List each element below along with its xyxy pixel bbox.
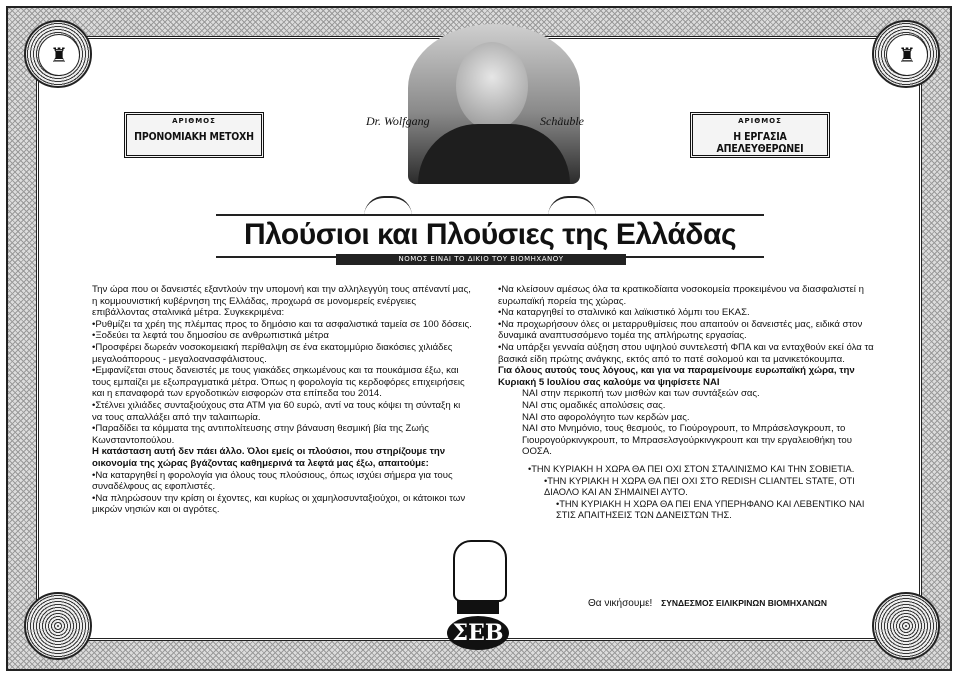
- list-item: •Να προχωρήσουν όλες οι μεταρρυθμίσεις που απαιτούν οι δανειστές μας, ειδικά στον δυναμικά αναπτυσσόμενο τομέα της απλήρωτης εργασίας.: [498, 318, 863, 342]
- badge-work-liberates: [690, 112, 830, 158]
- signature: ΣΥΝΔΕΣΜΟΣ ΕΙΛΙΚΡΙΝΩΝ ΒΙΟΜΗΧΑΝΩΝ: [661, 598, 827, 608]
- demand-intro: Η κατάσταση αυτή δεν πάει άλλο. Όλοι εμείς οι πλούσιοι, που στηρίζουμε την οικονομία της χώρας βγάζοντας καθημερινά τα λεφτά μας έξω, απαιτούμε:: [92, 446, 446, 469]
- list-item: •Να πληρώσουν την κρίση οι έχοντες, και κυρίως οι χαμηλοσυνταξιούχοι, οι κάτοικοι των μικρών νησιών και οι αγρότες.: [92, 492, 466, 516]
- fist-icon: [453, 540, 507, 602]
- list-item: •Προσφέρει δωρεάν νοσοκομειακή περίθαλψη σε ένα εκατομμύριο διακόσιες χιλιάδες μεγαλοάπορους - μεγαλοανασφάλιστους.: [92, 341, 453, 365]
- motto-ribbon: ΝΟΜΟΣ ΕΙΝΑΙ ΤΟ ΔΙΚΙΟ ΤΟΥ ΒΙΟΜΗΧΑΝΟΥ: [336, 254, 626, 265]
- person-last-name: Schäuble: [540, 114, 584, 128]
- eagle-emblem-icon: ♜: [886, 34, 928, 76]
- list-item: •Να υπάρξει γενναία αύξηση στου υψηλού συντελεστή ΦΠΑ και να ενταχθούν εκεί όλα τα βασικά είδη πρώτης ανάγκης, εκτός από το πατέ σολομού και τα μανικετόκουμπα.: [498, 341, 874, 365]
- list-item: •Ξοδεύει τα λεφτά του δημοσίου σε ανθρωπιστικά μέτρα: [92, 330, 329, 342]
- list-item: •Να καταργηθεί το σταλινικό και λαϊκιστικό λόμπι του ΕΚΑΣ.: [498, 307, 750, 319]
- right-column: [498, 284, 876, 522]
- list-item: •Παραδίδει τα κόμματα της αντιπολίτευσης στην βάναυση θεσμική βία της Ζωής Κωνσταντοπούλου.: [92, 423, 429, 446]
- caps-statement: •ΤΗΝ ΚΥΡΙΑΚΗ Η ΧΩΡΑ ΘΑ ΠΕΙ ΟΧΙ ΣΤΟΝ ΣΤΑΛΙΝΙΣΜΟ ΚΑΙ ΤΗΝ ΣΟΒΙΕΤΙΑ.: [528, 463, 855, 474]
- caps-statement: •ΤΗΝ ΚΥΡΙΑΚΗ Η ΧΩΡΑ ΘΑ ΠΕΙ ΟΧΙ ΣΤΟ REDISH CLIANTEL STATE, ΟΤΙ ΔΙΑΟΛΟ ΚΑΙ ΑΝ ΣΗΜΑΙΝΕΙ ΑΥΤΟ.: [544, 475, 855, 498]
- left-column: [92, 284, 472, 516]
- portrait-head: [456, 42, 528, 130]
- nai-item: ΝΑΙ στο Μνημόνιο, τους θεσμούς, το Γιούρογρουπ, το Μπράσελσγκρουπ, το Γιουρογούρκινγκρουπ, το Μπρασελσγούρκινγκρουπ και την εργαλειοθήκη του ΟΟΣΑ.: [522, 423, 852, 458]
- fist-logo: [443, 540, 513, 650]
- list-item: •Να καταργηθεί η φορολογία για όλους τους πλούσιους, όπως ισχύει σήμερα για τους συναδέλφους ας εφοπλιστές.: [92, 469, 453, 493]
- nai-item: ΝΑΙ στο αφορολόγητο των κερδών μας.: [522, 411, 690, 423]
- corner-rosette-top-right: [872, 20, 940, 88]
- page-title: Πλούσιοι και Πλούσιες της Ελλάδας: [243, 218, 737, 251]
- intro-paragraph: Την ώρα που οι δανειστές εξαντλούν την υπομονή και την αλληλεγγύη τους απέναντί μας, η κομμουνιστική κυβέρνηση της Ελλάδας, προχωρά σε μονομερείς ενέργειες επιβάλλοντας σταλινικά μέτρα. Συγκεκριμένα:: [92, 284, 471, 319]
- seb-logo-letters: ΣΕΒ: [447, 616, 509, 650]
- person-first-name: Dr. Wolfgang: [366, 114, 430, 128]
- corner-rosette-top-left: [24, 20, 92, 88]
- headline-banner: [216, 214, 764, 258]
- eagle-emblem-icon: ♜: [38, 34, 80, 76]
- fist-cuff: [457, 600, 499, 614]
- badge-label: ΠΡΟΝΟΜΙΑΚΗ ΜΕΤΟΧΗ: [134, 131, 254, 143]
- badge-number-label: ΑΡΙΘΜΟΣ: [738, 117, 782, 125]
- list-item: •Εμφανίζεται στους δανειστές με τους γιακάδες σηκωμένους και τα πουκάμισα έξω, και τους εμπαίζει με εξωπραγματικά μέτρα. Όπως η φορολογία τις κερδοφόρες επιχειρήσεις και η επαναφορά των εργοδοτικών εισφορών στα επίπεδα του 2014.: [92, 365, 465, 400]
- corner-rosette-bottom-right: [872, 592, 940, 660]
- badge-number-label: ΑΡΙΘΜΟΣ: [172, 117, 216, 125]
- nai-item: ΝΑΙ στις ομαδικές απολύσεις σας.: [522, 399, 666, 411]
- badge-preferred-share: [124, 112, 264, 158]
- list-item: •Ρυθμίζει τα χρέη της πλέμπας προς το δημόσιο και τα ασφαλιστικά ταμεία σε 100 δόσεις.: [92, 318, 472, 330]
- corner-rosette-bottom-left: [24, 592, 92, 660]
- vote-call: Για όλους αυτούς τους λόγους, και για να παραμείνουμε ευρωπαϊκή χώρα, την Κυριακή 5 Ιουλίου σας καλούμε να ψηφίσετε ΝΑΙ: [498, 365, 855, 388]
- caps-statement: •ΤΗΝ ΚΥΡΙΑΚΗ Η ΧΩΡΑ ΘΑ ΠΕΙ ΕΝΑ ΥΠΕΡΗΦΑΝΟ ΚΑΙ ΛΕΒΕΝΤΙΚΟ ΝΑΙ ΣΤΙΣ ΑΠΑΙΤΗΣΕΙΣ ΤΩΝ ΔΑΝΕΙΣΤΩΝ ΤΗΣ.: [556, 498, 865, 521]
- badge-label: Η ΕΡΓΑΣΙΑ ΑΠΕΛΕΥΘΕΡΩΝΕΙ: [716, 131, 804, 155]
- portrait-suit: [418, 124, 570, 184]
- list-item: •Να κλείσουν αμέσως όλα τα κρατικοδίαιτα νοσοκομεία προκειμένου να διασφαλιστεί η ευρωπαϊκή πορεία της χώρας.: [498, 284, 864, 307]
- list-item: •Στέλνει χιλιάδες συνταξιούχους στα ΑΤΜ για 60 ευρώ, αντί να τους κόψει τη σύνταξη κι να τους απαλλάξει από την ταλαιπωρία.: [92, 399, 461, 423]
- closing-line: [588, 598, 827, 609]
- victory-text: Θα νικήσουμε!: [588, 598, 653, 609]
- portrait-photo: [408, 24, 580, 184]
- nai-item: ΝΑΙ στην περικοπή των μισθών και των συντάξεών σας.: [522, 388, 760, 400]
